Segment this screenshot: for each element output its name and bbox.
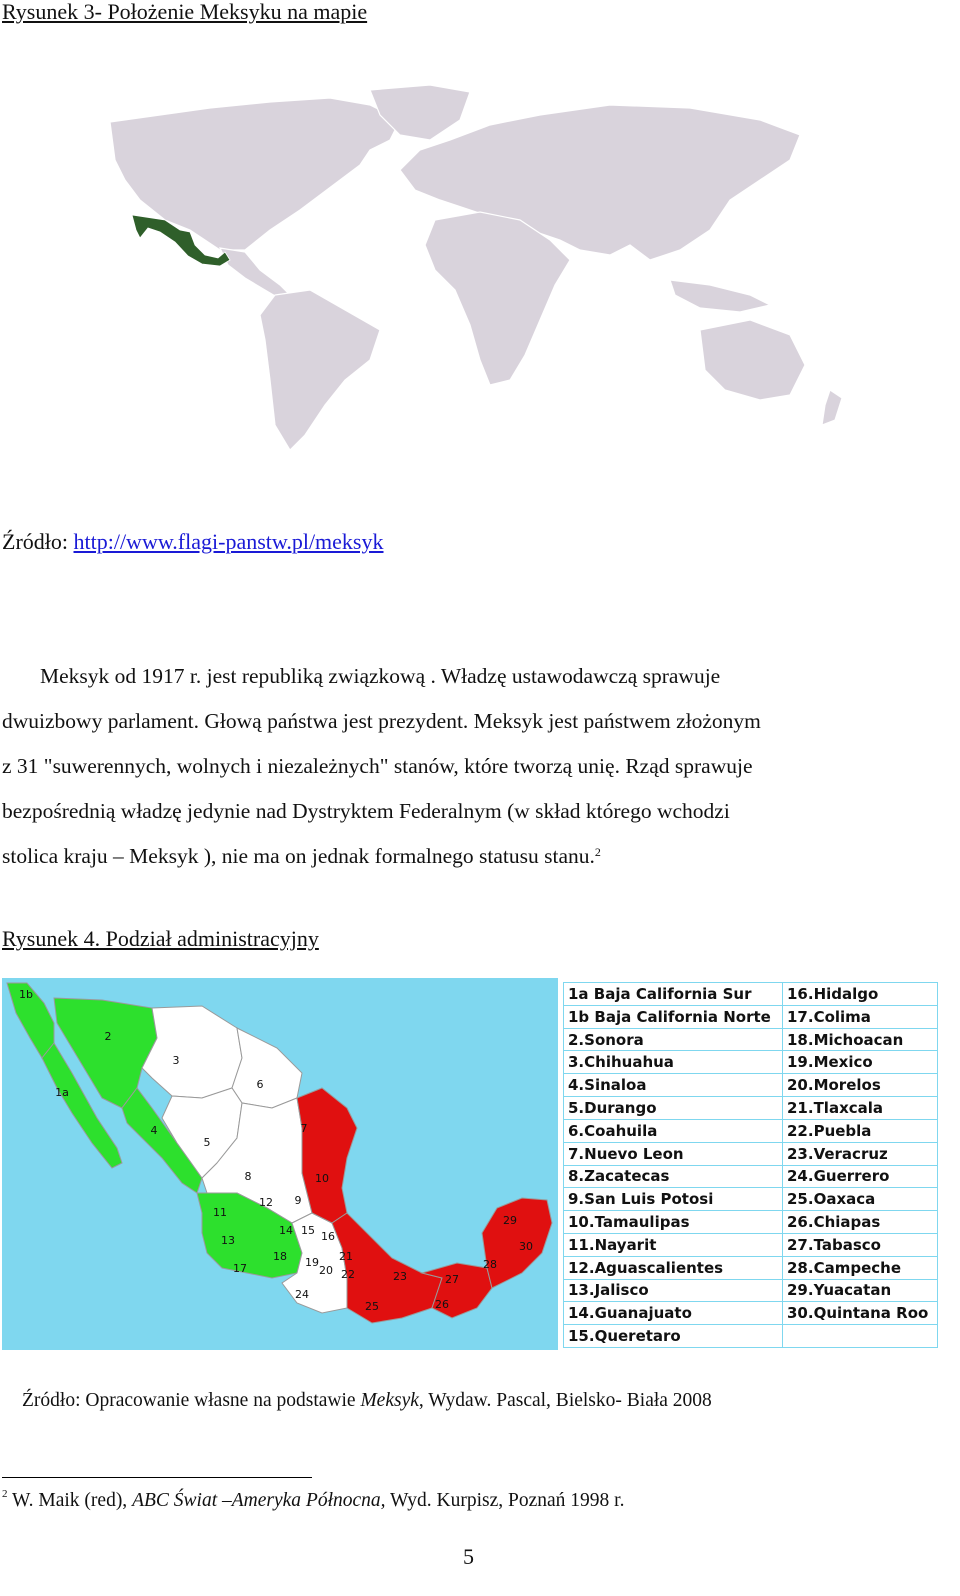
map-state-label: 17 bbox=[233, 1262, 247, 1275]
new-zealand-landmass bbox=[822, 390, 842, 425]
legend-entry-right: 16.Hidalgo bbox=[783, 983, 938, 1006]
legend-entry-left: 8.Zacatecas bbox=[564, 1165, 783, 1188]
map-state-label: 8 bbox=[244, 1170, 252, 1183]
legend-entry-left: 13.Jalisco bbox=[564, 1279, 783, 1302]
map-state-label: 22 bbox=[341, 1268, 355, 1281]
legend-entry-left: 5.Durango bbox=[564, 1097, 783, 1120]
map-state-label: 26 bbox=[435, 1298, 449, 1311]
legend-row bbox=[564, 1165, 938, 1188]
paragraph-line: bezpośrednią władzę jedynie nad Dystryktem Federalnym (w skład którego wchodzi bbox=[2, 799, 730, 823]
legend-row bbox=[564, 1119, 938, 1142]
figure4-source-suffix: , Wydaw. Pascal, Bielsko- Biała 2008 bbox=[418, 1390, 712, 1411]
legend-row bbox=[564, 1279, 938, 1302]
figure4-source bbox=[22, 1390, 712, 1412]
legend-entry-left: 4.Sinaloa bbox=[564, 1074, 783, 1097]
australia-landmass bbox=[700, 320, 805, 400]
map-state-label: 18 bbox=[273, 1250, 287, 1263]
map-state-label: 11 bbox=[213, 1206, 227, 1219]
legend-entry-left: 12.Aguascalientes bbox=[564, 1256, 783, 1279]
se-asia-islands bbox=[670, 280, 770, 312]
legend-entry-right: 28.Campeche bbox=[783, 1256, 938, 1279]
map-state-label: 27 bbox=[445, 1273, 459, 1286]
legend-entry-left: 6.Coahuila bbox=[564, 1119, 783, 1142]
map-state-label: 21 bbox=[339, 1250, 353, 1263]
legend-row bbox=[564, 1074, 938, 1097]
map-state-label: 19 bbox=[305, 1256, 319, 1269]
legend-entry-left: 1b Baja California Norte bbox=[564, 1005, 783, 1028]
legend-row bbox=[564, 1256, 938, 1279]
paragraph-line: dwuizbowy parlament. Głową państwa jest prezydent. Meksyk jest państwem złożonym bbox=[2, 709, 761, 733]
legend-entry-left: 11.Nayarit bbox=[564, 1233, 783, 1256]
figure4-source-prefix: Źródło: Opracowanie własne na podstawie bbox=[22, 1390, 361, 1411]
map-state-label: 28 bbox=[483, 1258, 497, 1271]
legend-row bbox=[564, 1028, 938, 1051]
legend-row bbox=[564, 1211, 938, 1234]
legend-entry-left: 14.Guanajuato bbox=[564, 1302, 783, 1325]
map-state-label: 2 bbox=[104, 1030, 112, 1043]
legend-entry-left: 2.Sonora bbox=[564, 1028, 783, 1051]
legend-entry-left: 7.Nuevo Leon bbox=[564, 1142, 783, 1165]
map-state-label: 29 bbox=[503, 1214, 517, 1227]
figure3-source-link[interactable]: http://www.flagi-panstw.pl/meksyk bbox=[73, 529, 384, 554]
paragraph-line: z 31 "suwerennych, wolnych i niezależnych" stanów, które tworzą unię. Rząd sprawuje bbox=[2, 754, 753, 778]
legend-entry-right: 19.Mexico bbox=[783, 1051, 938, 1074]
legend-row bbox=[564, 1142, 938, 1165]
legend-entry-right: 23.Veracruz bbox=[783, 1142, 938, 1165]
map-state-label: 1b bbox=[19, 988, 33, 1001]
legend-row bbox=[564, 1325, 938, 1348]
footnote-suffix: Wyd. Kurpisz, Poznań 1998 r. bbox=[385, 1490, 625, 1511]
legend-entry-left: 9.San Luis Potosi bbox=[564, 1188, 783, 1211]
central-america-landmass bbox=[220, 248, 290, 300]
legend-row bbox=[564, 983, 938, 1006]
legend-row bbox=[564, 1188, 938, 1211]
legend-row bbox=[564, 1302, 938, 1325]
legend-row bbox=[564, 1051, 938, 1074]
map-state-label: 9 bbox=[294, 1194, 302, 1207]
legend-entry-right: 24.Guerrero bbox=[783, 1165, 938, 1188]
legend-entry-right bbox=[783, 1325, 938, 1348]
legend-row bbox=[564, 1005, 938, 1028]
legend-entry-left: 15.Queretaro bbox=[564, 1325, 783, 1348]
states-legend-table bbox=[563, 982, 938, 1348]
world-map bbox=[70, 80, 870, 460]
map-state-label: 10 bbox=[315, 1172, 329, 1185]
footnote-number: 2 bbox=[2, 1488, 8, 1500]
legend-entry-right: 30.Quintana Roo bbox=[783, 1302, 938, 1325]
legend-entry-right: 25.Oaxaca bbox=[783, 1188, 938, 1211]
map-state-label: 24 bbox=[295, 1288, 309, 1301]
map-state-label: 6 bbox=[256, 1078, 264, 1091]
map-state-label: 23 bbox=[393, 1270, 407, 1283]
legend-entry-left: 10.Tamaulipas bbox=[564, 1211, 783, 1234]
footnote bbox=[2, 1490, 624, 1512]
figure4-source-title: Meksyk bbox=[360, 1390, 419, 1411]
legend-row bbox=[564, 1233, 938, 1256]
map-state-label: 1a bbox=[55, 1086, 69, 1099]
map-state-label: 30 bbox=[519, 1240, 533, 1253]
paragraph-line-last bbox=[2, 834, 932, 879]
map-state-label: 25 bbox=[365, 1300, 379, 1313]
map-state-label: 20 bbox=[319, 1264, 333, 1277]
map-state-label: 13 bbox=[221, 1234, 235, 1247]
south-america-landmass bbox=[260, 290, 380, 450]
legend-entry-right: 29.Yuacatan bbox=[783, 1279, 938, 1302]
page-number: 5 bbox=[463, 1544, 474, 1569]
body-paragraph bbox=[2, 654, 932, 879]
footnote-reference[interactable]: 2 bbox=[594, 845, 601, 859]
legend-row bbox=[564, 1097, 938, 1120]
legend-entry-right: 27.Tabasco bbox=[783, 1233, 938, 1256]
states-legend bbox=[563, 982, 938, 1348]
map-state-label: 7 bbox=[300, 1122, 308, 1135]
map-state-label: 16 bbox=[321, 1230, 335, 1243]
legend-entry-right: 21.Tlaxcala bbox=[783, 1097, 938, 1120]
legend-entry-right: 26.Chiapas bbox=[783, 1211, 938, 1234]
footnote-separator bbox=[2, 1477, 312, 1478]
paragraph-line: stolica kraju – Meksyk ), nie ma on jednak formalnego statusu stanu. bbox=[2, 844, 595, 868]
figure3-source bbox=[2, 529, 384, 555]
legend-entry-left: 1a Baja California Sur bbox=[564, 983, 783, 1006]
footnote-title: ABC Świat –Ameryka Północna, bbox=[132, 1490, 386, 1511]
figure3-caption: Rysunek 3- Położenie Meksyku na mapie bbox=[2, 0, 368, 24]
map-state-label: 15 bbox=[301, 1224, 315, 1237]
map-state-label: 5 bbox=[203, 1136, 211, 1149]
africa-landmass bbox=[425, 212, 570, 385]
figure4-caption: Rysunek 4. Podział administracyjny bbox=[2, 926, 319, 951]
legend-entry-right: 22.Puebla bbox=[783, 1119, 938, 1142]
map-state-label: 12 bbox=[259, 1196, 273, 1209]
legend-entry-right: 18.Michoacan bbox=[783, 1028, 938, 1051]
paragraph-line: Meksyk od 1917 r. jest republiką związkową . Władzę ustawodawczą sprawuje bbox=[40, 664, 721, 688]
footnote-prefix: W. Maik (red), bbox=[7, 1490, 133, 1511]
legend-entry-right: 20.Morelos bbox=[783, 1074, 938, 1097]
mexico-states-map bbox=[2, 978, 558, 1350]
map-state-label: 4 bbox=[150, 1124, 158, 1137]
legend-entry-right: 17.Colima bbox=[783, 1005, 938, 1028]
legend-entry-left: 3.Chihuahua bbox=[564, 1051, 783, 1074]
map-state-label: 14 bbox=[279, 1224, 293, 1237]
map-state-label: 3 bbox=[172, 1054, 180, 1067]
figure3-source-prefix: Źródło: bbox=[2, 529, 74, 554]
